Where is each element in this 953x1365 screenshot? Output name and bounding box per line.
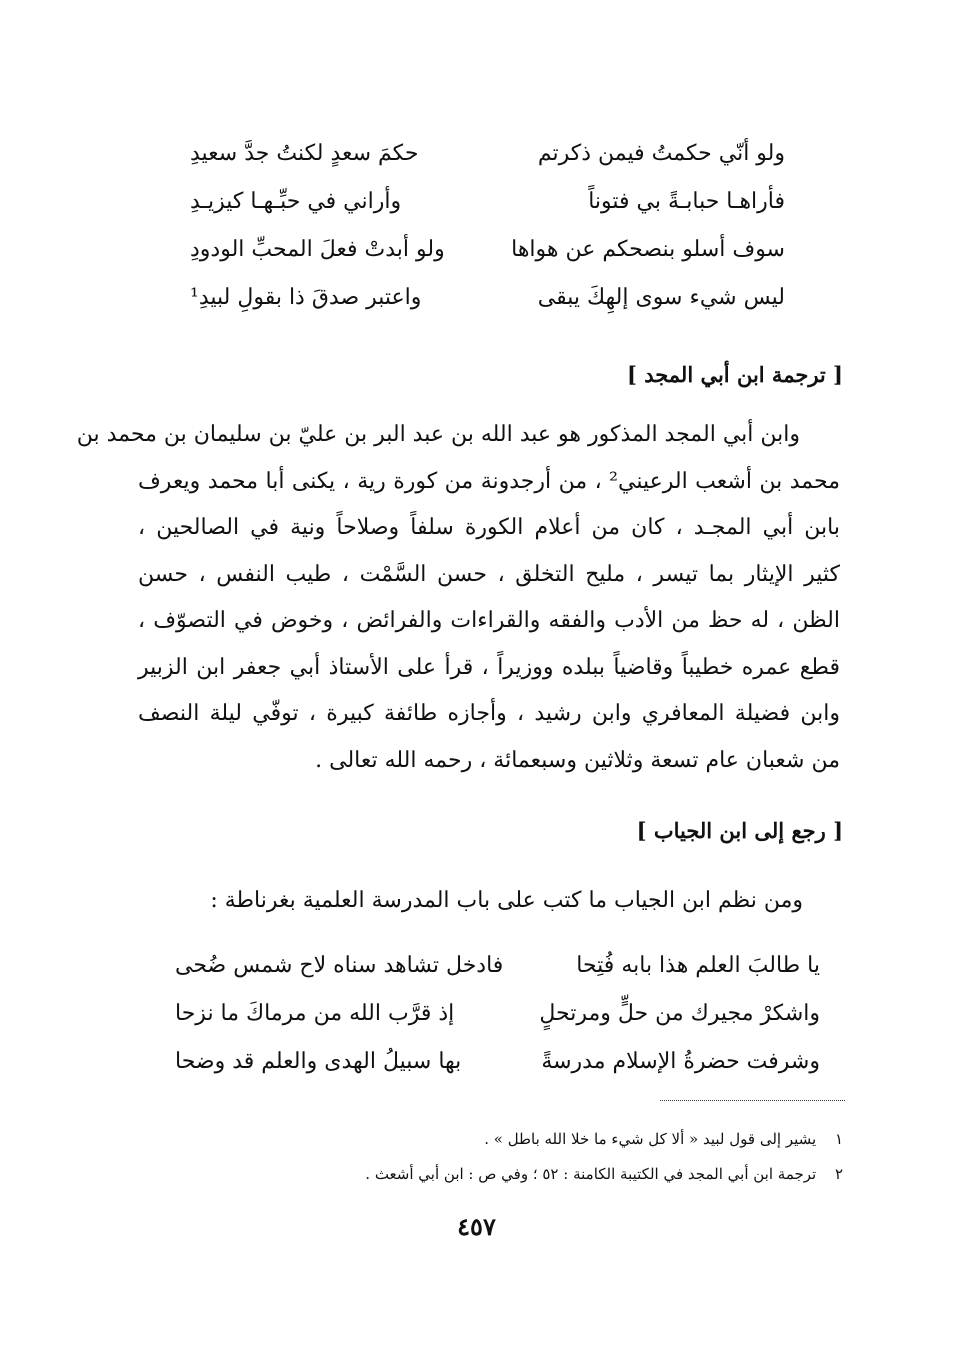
- footnote-text: ترجمة ابن أبي المجد في الكتيبة الكامنة : ٥٢ ؛ وفي ص : ابن أبي أشعث .: [365, 1165, 817, 1183]
- page-number: ٤٥٧: [457, 1212, 496, 1241]
- footnote-separator: [660, 1100, 845, 1101]
- hemistich-second: واعتبر صدقَ ذا بقولِ لبيدِ¹: [190, 285, 422, 310]
- footnotes: [365, 1122, 843, 1192]
- hemistich-second: ولو أبدتْ فعلَ المحبِّ الودودِ: [190, 237, 445, 262]
- hemistich-second: بها سبيلُ الهدى والعلم قد وضحا: [175, 1049, 462, 1074]
- paragraph-line: محمد بن أشعب الرعيني² ، من أرجدونة من كورة رية ، يكنى أبا محمد ويعرف: [138, 468, 840, 494]
- verse-line: [190, 226, 785, 274]
- footnote: [365, 1157, 843, 1192]
- paragraph-line: الظن ، له حظ من الأدب والفقه والقراءات والفرائض ، وخوض في التصوّف ،: [138, 608, 840, 633]
- intro-line: ومن نظم ابن الجياب ما كتب على باب المدرسة العلمية بغرناطة :: [210, 888, 803, 913]
- hemistich-second: وأراني في حبِّـهـا كيزيـدِ: [190, 189, 402, 214]
- section-heading: [ رجع إلى ابن الجياب ]: [636, 818, 843, 843]
- hemistich-second: فادخل تشاهد سناه لاح شمس ضُحى: [175, 953, 504, 978]
- verse-line: [190, 130, 785, 178]
- paragraph-line: من شعبان عام تسعة وثلاثين وسبعمائة ، رحمه الله تعالى .: [315, 747, 840, 773]
- paragraph-line: وابن فضيلة المعافري وابن رشيد ، وأجازه طائفة كبيرة ، توفّي ليلة النصف: [138, 701, 840, 726]
- section-heading: [ ترجمة ابن أبي المجد ]: [626, 362, 843, 387]
- verse-line: [175, 1038, 820, 1086]
- hemistich-second: حكمَ سعدٍ لكنتُ جدَّ سعيدِ: [190, 141, 419, 166]
- biography-paragraph: [76, 412, 840, 784]
- hemistich-first: ليس شيء سوى إلهِكَ يبقى: [537, 285, 785, 310]
- hemistich-first: ولو أنّي حكمتُ فيمن ذكرتم: [537, 141, 785, 166]
- verse-line: [175, 990, 820, 1038]
- hemistich-first: وشرفت حضرةُ الإسلام مدرسةً: [541, 1049, 820, 1074]
- hemistich-second: إذ قرَّب الله من مرماكَ ما نزحا: [175, 1001, 455, 1026]
- hemistich-first: سوف أسلو بنصحكم عن هواها: [511, 237, 785, 262]
- verse-line: [175, 942, 820, 990]
- paragraph-line: كثير الإيثار بما تيسر ، مليح التخلق ، حسن السَّمْت ، طيب النفس ، حسن: [138, 561, 840, 587]
- verse-line: [190, 178, 785, 226]
- footnote: [365, 1122, 843, 1157]
- paragraph-line: وابن أبي المجد المذكور هو عبد الله بن عبد البر بن عليّ بن سليمان بن محمد بن: [76, 422, 800, 447]
- hemistich-first: يا طالبَ العلم هذا بابه فُتِحا: [576, 953, 820, 978]
- footnote-number: ١: [834, 1130, 843, 1148]
- hemistich-first: فأراهـا حبابـةً بي فتوناً: [588, 189, 785, 214]
- hemistich-first: واشكرْ مجيرك من حلٍّ ومرتحلٍ: [539, 1001, 820, 1026]
- poem-1: [190, 130, 785, 322]
- footnote-text: يشير إلى قول لبيد « ألا كل شيء ما خلا الله باطل » .: [484, 1130, 817, 1148]
- poem-2: [175, 942, 820, 1086]
- verse-line: [190, 274, 785, 322]
- paragraph-line: قطع عمره خطيباً وقاضياً ببلده ووزيراً ، قرأ على الأستاذ أبي جعفر ابن الزبير: [138, 654, 840, 680]
- paragraph-line: بابن أبي المجـد ، كان من أعلام الكورة سلفاً وصلاحاً ونية في الصالحين ،: [138, 515, 840, 540]
- footnote-number: ٢: [834, 1165, 843, 1183]
